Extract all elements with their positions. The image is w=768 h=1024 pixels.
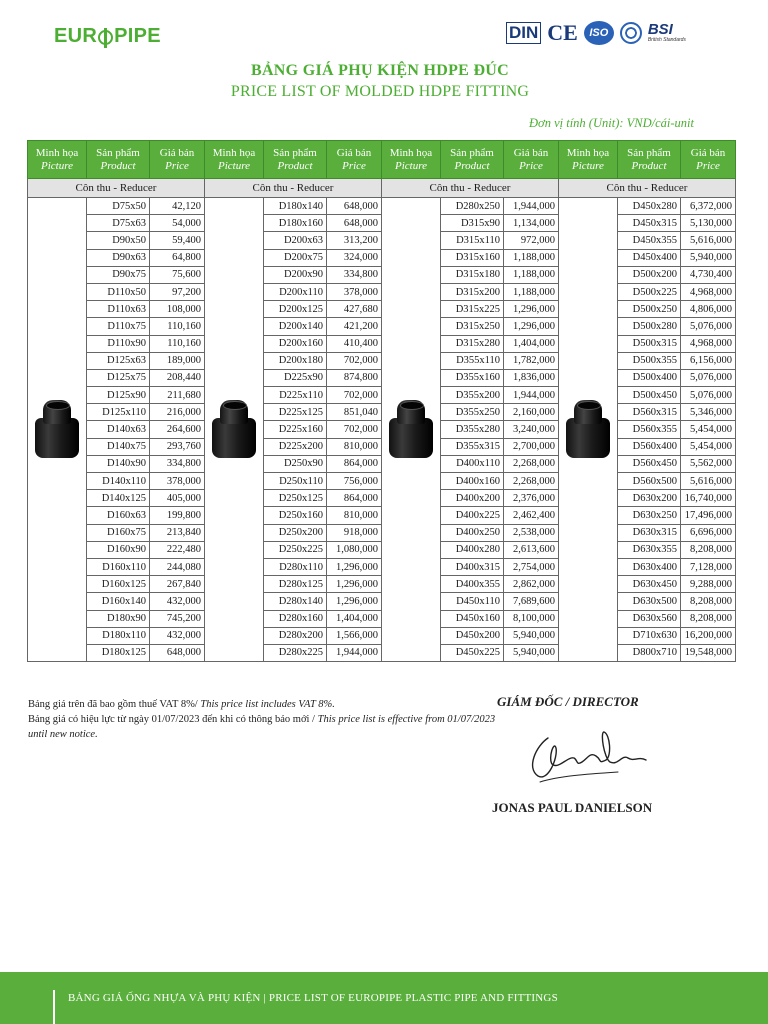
logo-globe-icon xyxy=(98,30,113,45)
price-cell: 313,200 xyxy=(327,232,382,249)
price-cell: 864,000 xyxy=(327,490,382,507)
price-cell: 267,840 xyxy=(150,576,205,593)
product-cell: D500x355 xyxy=(617,352,680,369)
product-cell: D200x180 xyxy=(263,352,326,369)
product-cell: D280x225 xyxy=(263,644,326,661)
product-cell: D710x630 xyxy=(617,627,680,644)
column-header-price xyxy=(681,141,736,179)
price-cell: 5,454,000 xyxy=(681,421,736,438)
price-cell: 1,404,000 xyxy=(504,335,559,352)
product-cell: D450x280 xyxy=(617,198,680,215)
price-cell: 702,000 xyxy=(327,421,382,438)
price-cell: 7,128,000 xyxy=(681,558,736,575)
price-cell: 54,000 xyxy=(150,215,205,232)
product-cell: D225x125 xyxy=(263,404,326,421)
product-cell: D140x63 xyxy=(87,421,150,438)
column-header-product xyxy=(87,141,150,179)
product-cell: D250x200 xyxy=(263,524,326,541)
product-cell: D180x90 xyxy=(87,610,150,627)
ce-mark-icon: CE xyxy=(547,20,578,45)
price-cell: 5,940,000 xyxy=(681,249,736,266)
column-header-picture xyxy=(204,141,263,179)
product-cell: D315x225 xyxy=(440,301,503,318)
validity-note xyxy=(28,712,498,742)
product-cell: D400x160 xyxy=(440,473,503,490)
price-cell: 5,562,000 xyxy=(681,455,736,472)
product-cell: D160x75 xyxy=(87,524,150,541)
product-cell: D500x450 xyxy=(617,387,680,404)
price-cell: 16,740,000 xyxy=(681,490,736,507)
vat-note-vn: Bảng giá trên đã bao gồm thuế VAT 8%/ xyxy=(28,699,201,710)
product-cell: D200x160 xyxy=(263,335,326,352)
product-cell: D400x315 xyxy=(440,558,503,575)
product-cell: D400x110 xyxy=(440,455,503,472)
product-cell: D630x400 xyxy=(617,558,680,575)
product-cell: D125x90 xyxy=(87,387,150,404)
price-notes xyxy=(28,697,498,742)
column-header-price-en: Price xyxy=(342,159,366,172)
product-cell: D450x225 xyxy=(440,644,503,661)
column-header-product-vn: Sản phẩm xyxy=(627,146,671,159)
product-cell: D125x63 xyxy=(87,352,150,369)
product-cell: D450x110 xyxy=(440,593,503,610)
product-cell: D140x125 xyxy=(87,490,150,507)
product-cell: D280x125 xyxy=(263,576,326,593)
price-cell: 1,134,000 xyxy=(504,215,559,232)
column-header-product-en: Product xyxy=(277,159,313,172)
price-cell: 5,616,000 xyxy=(681,473,736,490)
product-cell: D355x160 xyxy=(440,369,503,386)
product-picture xyxy=(558,198,617,662)
price-cell: 6,372,000 xyxy=(681,198,736,215)
price-cell: 244,080 xyxy=(150,558,205,575)
product-cell: D180x125 xyxy=(87,644,150,661)
column-header-price-vn: Giá bán xyxy=(159,146,195,159)
page-title-vn: BẢNG GIÁ PHỤ KIỆN HDPE ĐÚC xyxy=(250,62,510,79)
product-cell: D200x90 xyxy=(263,266,326,283)
product-picture xyxy=(28,198,87,662)
price-cell: 8,100,000 xyxy=(504,610,559,627)
product-cell: D250x90 xyxy=(263,455,326,472)
product-cell: D355x250 xyxy=(440,404,503,421)
column-header-product xyxy=(440,141,503,179)
column-header-price-vn: Giá bán xyxy=(690,146,726,159)
price-cell: 5,076,000 xyxy=(681,318,736,335)
column-header-price-vn: Giá bán xyxy=(336,146,372,159)
price-cell: 208,440 xyxy=(150,369,205,386)
column-header-product-vn: Sản phẩm xyxy=(273,146,317,159)
product-cell: D500x250 xyxy=(617,301,680,318)
product-cell: D160x63 xyxy=(87,507,150,524)
reducer-fitting-icon xyxy=(35,400,79,460)
price-cell: 1,296,000 xyxy=(327,593,382,610)
price-cell: 1,296,000 xyxy=(327,558,382,575)
price-cell: 211,680 xyxy=(150,387,205,404)
product-cell: D90x50 xyxy=(87,232,150,249)
column-header-product-en: Product xyxy=(454,159,490,172)
product-cell: D630x250 xyxy=(617,507,680,524)
price-cell: 4,730,400 xyxy=(681,266,736,283)
column-header-picture xyxy=(381,141,440,179)
price-cell: 5,076,000 xyxy=(681,369,736,386)
price-cell: 1,404,000 xyxy=(327,610,382,627)
product-cell: D800x710 xyxy=(617,644,680,661)
product-cell: D560x450 xyxy=(617,455,680,472)
product-cell: D630x315 xyxy=(617,524,680,541)
product-cell: D110x50 xyxy=(87,283,150,300)
product-cell: D250x125 xyxy=(263,490,326,507)
iso-logo-icon: ISO xyxy=(584,21,614,45)
column-header-price xyxy=(504,141,559,179)
validity-note-vn: Bảng giá có hiệu lực từ ngày 01/07/2023 đến khi có thông báo mới / xyxy=(28,714,318,725)
price-cell: 5,076,000 xyxy=(681,387,736,404)
europipe-logo xyxy=(54,25,161,48)
price-cell: 5,346,000 xyxy=(681,404,736,421)
price-cell: 5,616,000 xyxy=(681,232,736,249)
price-cell: 4,968,000 xyxy=(681,283,736,300)
price-cell: 5,940,000 xyxy=(504,627,559,644)
product-cell: D355x110 xyxy=(440,352,503,369)
product-cell: D160x90 xyxy=(87,541,150,558)
price-cell: 97,200 xyxy=(150,283,205,300)
product-cell: D140x90 xyxy=(87,455,150,472)
price-cell: 432,000 xyxy=(150,627,205,644)
price-cell: 8,208,000 xyxy=(681,610,736,627)
column-header-product-vn: Sản phẩm xyxy=(96,146,140,159)
column-header-picture-en: Picture xyxy=(218,159,250,172)
price-cell: 378,000 xyxy=(327,283,382,300)
product-picture xyxy=(204,198,263,662)
price-cell: 334,800 xyxy=(150,455,205,472)
price-cell: 702,000 xyxy=(327,387,382,404)
column-header-price-en: Price xyxy=(165,159,189,172)
price-cell: 4,806,000 xyxy=(681,301,736,318)
price-cell: 213,840 xyxy=(150,524,205,541)
product-cell: D125x75 xyxy=(87,369,150,386)
price-cell: 75,600 xyxy=(150,266,205,283)
price-cell: 1,944,000 xyxy=(504,198,559,215)
column-header-price xyxy=(150,141,205,179)
price-cell: 421,200 xyxy=(327,318,382,335)
product-cell: D280x140 xyxy=(263,593,326,610)
product-cell: D225x200 xyxy=(263,438,326,455)
column-header-product-vn: Sản phẩm xyxy=(450,146,494,159)
price-cell: 293,760 xyxy=(150,438,205,455)
header-row xyxy=(28,141,736,179)
product-cell: D280x200 xyxy=(263,627,326,644)
product-cell: D400x355 xyxy=(440,576,503,593)
product-cell: D280x110 xyxy=(263,558,326,575)
product-cell: D280x160 xyxy=(263,610,326,627)
product-cell: D140x110 xyxy=(87,473,150,490)
reducer-fitting-icon xyxy=(566,400,610,460)
table-row xyxy=(28,198,736,215)
product-cell: D125x110 xyxy=(87,404,150,421)
price-cell: 2,462,400 xyxy=(504,507,559,524)
director-name: JONAS PAUL DANIELSON xyxy=(492,800,653,815)
price-cell: 648,000 xyxy=(327,198,382,215)
price-cell: 8,208,000 xyxy=(681,541,736,558)
product-cell: D110x90 xyxy=(87,335,150,352)
price-cell: 427,680 xyxy=(327,301,382,318)
reducer-fitting-icon xyxy=(212,400,256,460)
price-cell: 1,080,000 xyxy=(327,541,382,558)
price-cell: 1,782,000 xyxy=(504,352,559,369)
product-cell: D450x200 xyxy=(440,627,503,644)
category-row xyxy=(28,179,736,198)
category-label: Côn thu - Reducer xyxy=(204,179,381,198)
price-cell: 6,156,000 xyxy=(681,352,736,369)
product-cell: D315x180 xyxy=(440,266,503,283)
product-cell: D400x250 xyxy=(440,524,503,541)
product-cell: D180x160 xyxy=(263,215,326,232)
column-header-picture xyxy=(558,141,617,179)
price-cell: 19,548,000 xyxy=(681,644,736,661)
product-cell: D90x75 xyxy=(87,266,150,283)
price-cell: 222,480 xyxy=(150,541,205,558)
price-cell: 42,120 xyxy=(150,198,205,215)
column-header-picture-en: Picture xyxy=(571,159,604,172)
price-cell: 3,240,000 xyxy=(504,421,559,438)
price-cell: 16,200,000 xyxy=(681,627,736,644)
unit-label: Đơn vị tính (Unit): VND/cái-unit xyxy=(529,116,694,130)
product-cell: D450x355 xyxy=(617,232,680,249)
price-cell: 2,700,000 xyxy=(504,438,559,455)
price-cell: 1,566,000 xyxy=(327,627,382,644)
director-title: GIÁM ĐỐC / DIRECTOR xyxy=(497,694,639,709)
price-cell: 918,000 xyxy=(327,524,382,541)
product-cell: D180x110 xyxy=(87,627,150,644)
column-header-picture-vn: Minh họa xyxy=(35,146,79,159)
product-cell: D630x500 xyxy=(617,593,680,610)
price-cell: 1,296,000 xyxy=(327,576,382,593)
price-cell: 2,754,000 xyxy=(504,558,559,575)
product-cell: D355x200 xyxy=(440,387,503,404)
column-header-price-vn: Giá bán xyxy=(513,146,549,159)
price-cell: 110,160 xyxy=(150,335,205,352)
bsi-logo-icon xyxy=(648,23,686,43)
product-cell: D500x200 xyxy=(617,266,680,283)
product-cell: D180x140 xyxy=(263,198,326,215)
page-title-en: PRICE LIST OF MOLDED HDPE FITTING xyxy=(230,83,530,100)
price-cell: 702,000 xyxy=(327,352,382,369)
column-header-picture-vn: Minh họa xyxy=(389,146,433,159)
price-cell: 5,940,000 xyxy=(504,644,559,661)
column-header-product-en: Product xyxy=(100,159,136,172)
product-cell: D400x200 xyxy=(440,490,503,507)
column-header-price xyxy=(327,141,382,179)
product-cell: D250x160 xyxy=(263,507,326,524)
category-label: Côn thu - Reducer xyxy=(558,179,735,198)
price-cell: 5,454,000 xyxy=(681,438,736,455)
price-cell: 110,160 xyxy=(150,318,205,335)
product-cell: D560x315 xyxy=(617,404,680,421)
product-cell: D315x90 xyxy=(440,215,503,232)
product-cell: D200x110 xyxy=(263,283,326,300)
price-cell: 189,000 xyxy=(150,352,205,369)
product-cell: D110x63 xyxy=(87,301,150,318)
price-cell: 864,000 xyxy=(327,455,382,472)
price-cell: 334,800 xyxy=(327,266,382,283)
certification-logos xyxy=(506,20,686,46)
price-cell: 378,000 xyxy=(150,473,205,490)
vat-note-en: This price list includes VAT 8%. xyxy=(200,699,335,710)
certification-seal-icon xyxy=(620,22,642,44)
product-cell: D560x500 xyxy=(617,473,680,490)
price-cell: 17,496,000 xyxy=(681,507,736,524)
price-cell: 59,400 xyxy=(150,232,205,249)
price-cell: 4,968,000 xyxy=(681,335,736,352)
price-cell: 9,288,000 xyxy=(681,576,736,593)
product-cell: D280x250 xyxy=(440,198,503,215)
price-cell: 1,296,000 xyxy=(504,318,559,335)
price-cell: 2,268,000 xyxy=(504,455,559,472)
validity-note-en: This price list is effective from 01/07/2023 until new notice. xyxy=(28,714,496,740)
footer-band xyxy=(0,972,768,1024)
product-cell: D315x160 xyxy=(440,249,503,266)
price-cell: 756,000 xyxy=(327,473,382,490)
price-cell: 810,000 xyxy=(327,438,382,455)
product-cell: D75x63 xyxy=(87,215,150,232)
column-header-picture-en: Picture xyxy=(394,159,427,172)
product-cell: D110x75 xyxy=(87,318,150,335)
price-cell: 745,200 xyxy=(150,610,205,627)
product-cell: D560x355 xyxy=(617,421,680,438)
director-signature xyxy=(518,718,658,788)
product-cell: D355x280 xyxy=(440,421,503,438)
price-cell: 216,000 xyxy=(150,404,205,421)
price-cell: 2,268,000 xyxy=(504,473,559,490)
price-cell: 972,000 xyxy=(504,232,559,249)
price-cell: 1,188,000 xyxy=(504,249,559,266)
price-cell: 2,862,000 xyxy=(504,576,559,593)
price-cell: 810,000 xyxy=(327,507,382,524)
product-cell: D200x125 xyxy=(263,301,326,318)
product-cell: D500x315 xyxy=(617,335,680,352)
reducer-fitting-icon xyxy=(389,400,433,460)
product-cell: D630x355 xyxy=(617,541,680,558)
category-label: Côn thu - Reducer xyxy=(28,179,205,198)
din-logo-icon: DIN xyxy=(506,22,541,44)
price-cell: 7,689,600 xyxy=(504,593,559,610)
price-cell: 2,160,000 xyxy=(504,404,559,421)
product-cell: D500x280 xyxy=(617,318,680,335)
product-cell: D400x280 xyxy=(440,541,503,558)
price-cell: 648,000 xyxy=(150,644,205,661)
category-label: Côn thu - Reducer xyxy=(381,179,558,198)
price-cell: 1,188,000 xyxy=(504,283,559,300)
product-cell: D225x160 xyxy=(263,421,326,438)
price-cell: 5,130,000 xyxy=(681,215,736,232)
product-cell: D355x315 xyxy=(440,438,503,455)
footer-divider xyxy=(53,990,55,1024)
column-header-product-en: Product xyxy=(631,159,667,172)
price-cell: 8,208,000 xyxy=(681,593,736,610)
price-table xyxy=(27,140,736,662)
product-cell: D160x110 xyxy=(87,558,150,575)
product-cell: D450x160 xyxy=(440,610,503,627)
product-cell: D225x90 xyxy=(263,369,326,386)
product-cell: D75x50 xyxy=(87,198,150,215)
footer-text: BẢNG GIÁ ỐNG NHỰA VÀ PHỤ KIỆN | PRICE LIST OF EUROPIPE PLASTIC PIPE AND FITTINGS xyxy=(68,992,558,1004)
product-cell: D140x75 xyxy=(87,438,150,455)
product-cell: D630x200 xyxy=(617,490,680,507)
product-cell: D200x75 xyxy=(263,249,326,266)
product-cell: D450x400 xyxy=(617,249,680,266)
price-cell: 851,040 xyxy=(327,404,382,421)
product-cell: D315x110 xyxy=(440,232,503,249)
price-cell: 264,600 xyxy=(150,421,205,438)
price-cell: 648,000 xyxy=(327,215,382,232)
column-header-picture xyxy=(28,141,87,179)
vat-note xyxy=(28,697,498,712)
product-cell: D90x63 xyxy=(87,249,150,266)
product-cell: D225x110 xyxy=(263,387,326,404)
column-header-price-en: Price xyxy=(519,159,543,172)
product-cell: D630x450 xyxy=(617,576,680,593)
price-cell: 108,000 xyxy=(150,301,205,318)
product-cell: D400x225 xyxy=(440,507,503,524)
price-cell: 1,944,000 xyxy=(504,387,559,404)
product-cell: D160x125 xyxy=(87,576,150,593)
product-cell: D250x110 xyxy=(263,473,326,490)
product-cell: D450x315 xyxy=(617,215,680,232)
product-cell: D315x250 xyxy=(440,318,503,335)
product-cell: D315x200 xyxy=(440,283,503,300)
price-cell: 64,800 xyxy=(150,249,205,266)
price-cell: 410,400 xyxy=(327,335,382,352)
price-cell: 324,000 xyxy=(327,249,382,266)
bsi-sub-label: British Standards xyxy=(647,37,686,43)
price-cell: 6,696,000 xyxy=(681,524,736,541)
column-header-picture-vn: Minh họa xyxy=(566,146,610,159)
column-header-price-en: Price xyxy=(696,159,720,172)
price-cell: 2,613,600 xyxy=(504,541,559,558)
logo-text-pipe: PIPE xyxy=(114,25,161,47)
product-cell: D160x140 xyxy=(87,593,150,610)
price-cell: 1,188,000 xyxy=(504,266,559,283)
product-picture xyxy=(381,198,440,662)
product-cell: D315x280 xyxy=(440,335,503,352)
product-cell: D500x400 xyxy=(617,369,680,386)
price-cell: 2,376,000 xyxy=(504,490,559,507)
logo-text-euro: EUR xyxy=(54,25,98,47)
product-cell: D200x140 xyxy=(263,318,326,335)
column-header-product xyxy=(263,141,326,179)
product-cell: D200x63 xyxy=(263,232,326,249)
price-cell: 1,296,000 xyxy=(504,301,559,318)
price-cell: 1,836,000 xyxy=(504,369,559,386)
column-header-picture-en: Picture xyxy=(41,159,73,172)
price-cell: 432,000 xyxy=(150,593,205,610)
price-cell: 1,944,000 xyxy=(327,644,382,661)
price-cell: 2,538,000 xyxy=(504,524,559,541)
price-cell: 199,800 xyxy=(150,507,205,524)
price-cell: 405,000 xyxy=(150,490,205,507)
column-header-picture-vn: Minh họa xyxy=(212,146,256,159)
price-cell: 874,800 xyxy=(327,369,382,386)
product-cell: D560x400 xyxy=(617,438,680,455)
column-header-product xyxy=(617,141,680,179)
bsi-label: BSI xyxy=(647,21,673,38)
product-cell: D500x225 xyxy=(617,283,680,300)
product-cell: D250x225 xyxy=(263,541,326,558)
product-cell: D630x560 xyxy=(617,610,680,627)
